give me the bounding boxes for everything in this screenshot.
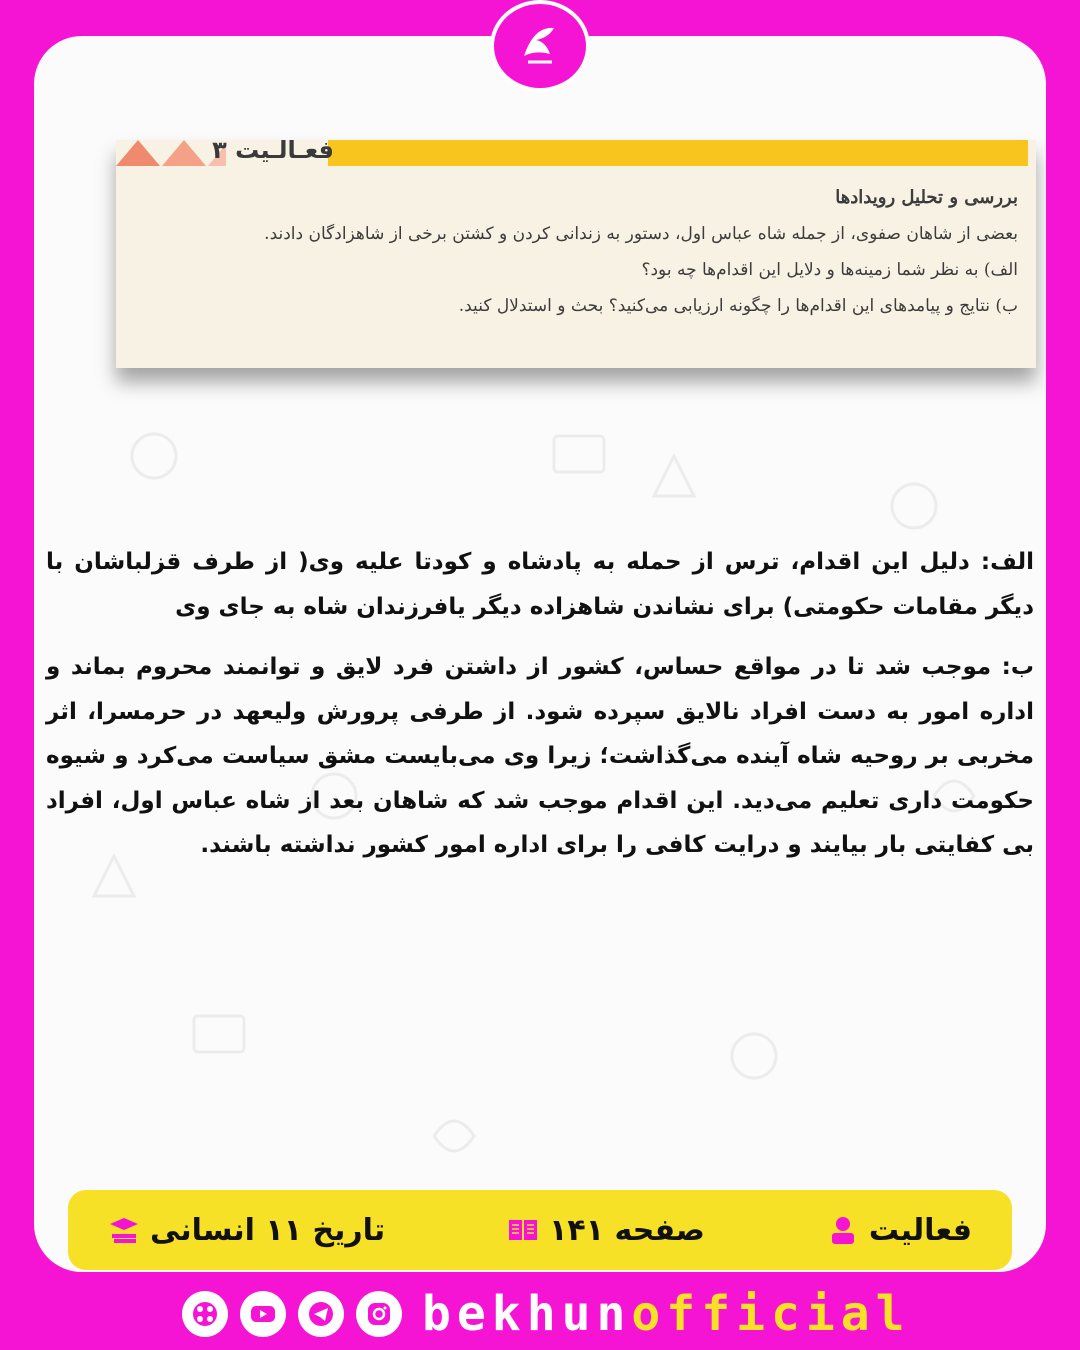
- info-subject: [108, 1213, 385, 1248]
- activity-heading: بررسی و تحلیل رویدادها: [835, 187, 1018, 208]
- youtube-icon[interactable]: [240, 1291, 286, 1337]
- activity-title: فعـالـیت ۳: [212, 136, 334, 164]
- info-page-label: صفحه ۱۴۱: [549, 1212, 705, 1248]
- graduation-books-icon: [108, 1214, 140, 1246]
- info-bar: [68, 1190, 1012, 1270]
- open-book-icon: [507, 1214, 539, 1246]
- activity-title-bar: [328, 140, 1028, 166]
- answer-part-b: ب: موجب شد تا در مواقع حساس، کشور از داشتن فرد لایق و توانمند محروم بماند و اداره امور به دست افراد نالایق سپرده شود. از طرفی پرورش ولیعهد در حرمسرا، اثر مخربی بر روحیه شاه آینده می‌گذاشت؛ زیرا وی می‌بایست مشق سیاست می‌کرد و شیوه حکومت داری تعلیم می‌دید. این اقدام موجب شد که شاهان بعد از شاه عباس اول، افراد بی کفایتی بار بیایند و درایت کافی را برای اداره امور کشور نداشته باشند.: [46, 654, 1034, 858]
- info-subject-label: تاریخ ۱۱ انسانی: [150, 1212, 386, 1248]
- answer-part-a: الف: دلیل این اقدام، ترس از حمله به پادشاه و کودتا علیه وی( از طرف قزلباشان با دیگر مقامات حکومتی) برای نشاندن شاهزاده دیگر یافرزندان شاه به جای وی: [46, 549, 1034, 620]
- info-page: [507, 1213, 705, 1248]
- brand-part1: bekhun: [422, 1286, 632, 1342]
- aparat-icon[interactable]: [182, 1291, 228, 1337]
- bekhun-logo-icon: [494, 4, 586, 88]
- activity-question-b: ب) نتایج و پیامدهای این اقدام‌ها را چگونه ارزیابی می‌کنید؟ بحث و استدلال کنید.: [458, 296, 1018, 316]
- brand-name: [422, 1286, 911, 1342]
- textbook-activity-box: [116, 136, 1036, 368]
- info-activity-label: فعالیت: [868, 1212, 972, 1248]
- instagram-icon[interactable]: [356, 1291, 402, 1337]
- teacher-icon: [827, 1214, 859, 1246]
- info-activity: [827, 1213, 972, 1248]
- brand-part2: official: [631, 1286, 911, 1342]
- activity-triangles-icon: [116, 140, 226, 166]
- activity-line: بعضی از شاهان صفوی، از جمله شاه عباس اول، دستور به زندانی کردن و کشتن برخی از شاهزادگان دادند.: [264, 224, 1018, 244]
- social-bar: [182, 1286, 911, 1342]
- activity-question-a: الف) به نظر شما زمینه‌ها و دلایل این اقدام‌ها چه بود؟: [641, 260, 1018, 280]
- telegram-icon[interactable]: [298, 1291, 344, 1337]
- activity-text: [138, 180, 1018, 324]
- content-card: [34, 36, 1046, 1272]
- answer-text: [46, 540, 1034, 884]
